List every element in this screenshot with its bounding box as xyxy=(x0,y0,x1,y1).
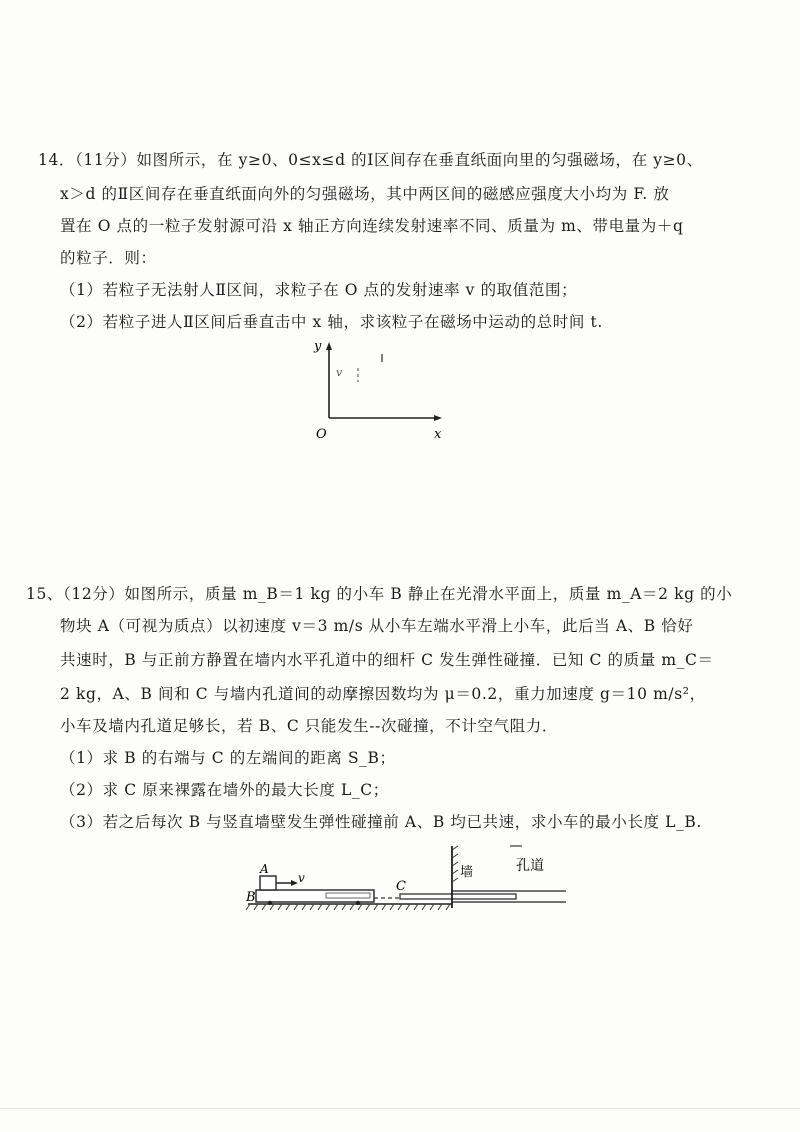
problem-14-line-3: 置在 O 点的一粒子发射源可沿 x 轴正方向连续发射速率不同、质量为 m、带电量为＋q xyxy=(60,217,684,235)
problem-14-question-2: （2）若粒子进人Ⅱ区间后垂直击中 x 轴，求该粒子在磁场中运动的总时间 t. xyxy=(60,313,603,331)
problem-15-line-4: 2 kg，A、B 间和 C 与墙内孔道间的动摩擦因数均为 μ＝0.2，重力加速度 g＝10 m/s²， xyxy=(60,685,706,703)
problem-14-figure xyxy=(310,338,450,444)
x-axis-label: x xyxy=(434,427,442,442)
problem-15-line-1: 15、（12分）如图所示，质量 m_B＝1 kg 的小车 B 静止在光滑水平面上，质量 m_A＝2 kg 的小 xyxy=(26,585,733,603)
y-axis-arrow-icon xyxy=(326,342,332,350)
cart-wheel-left xyxy=(268,901,272,905)
rod-c xyxy=(400,894,516,899)
problem-14-question-1: （1）若粒子无法射人Ⅱ区间，求粒子在 O 点的发射速率 v 的取值范围； xyxy=(60,281,578,299)
x-axis-arrow-icon xyxy=(434,415,442,421)
origin-label: O xyxy=(316,427,327,442)
channel-label: 孔道 xyxy=(516,858,544,874)
problem-14-line-4: 的粒子．则： xyxy=(60,249,157,267)
problem-14-line-1: 14．（11分）如图所示，在 y≥0、0≤x≤d 的Ⅰ区间存在垂直纸面向里的匀强磁场，在 y≥0、 xyxy=(38,151,703,169)
velocity-label: v xyxy=(298,871,305,885)
wall-label: 墙 xyxy=(460,865,474,880)
problem-14-line-2: x＞d 的Ⅱ区间存在垂直纸面向外的匀强磁场，其中两区间的磁感应强度大小均为 F. 放 xyxy=(60,185,670,203)
problem-15-line-5: 小车及墙内孔道足够长，若 B、C 只能发生--次碰撞，不计空气阻力． xyxy=(60,717,558,735)
page-bottom-rule xyxy=(0,1108,800,1109)
problem-15-line-3: 共速时，B 与正前方静置在墙内水平孔道中的细杆 C 发生弹性碰撞．已知 C 的质量 m_C＝ xyxy=(60,651,714,669)
cart-wheel-right xyxy=(356,901,360,905)
rod-c-label: C xyxy=(396,879,406,894)
block-a-label: A xyxy=(260,862,269,876)
velocity-label: v xyxy=(336,366,343,379)
cart-b-label: B xyxy=(246,890,256,905)
problem-15-question-2: （2）求 C 原来裸露在墙外的最大长度 L_C； xyxy=(60,781,389,799)
ground-hatching xyxy=(246,904,450,910)
problem-15-line-2: 物块 A（可视为质点）以初速度 v＝3 m/s 从小车左端水平滑上小车，此后当 A、B 恰好 xyxy=(60,617,694,635)
cart-b xyxy=(256,890,374,902)
problem-15-question-3: （3）若之后每次 B 与竖直墙壁发生弹性碰撞前 A、B 均已共速，求小车的最小长度 L_B. xyxy=(60,813,702,831)
y-axis-label: y xyxy=(314,339,322,354)
problem-15-question-1: （1）求 B 的右端与 C 的左端间的距离 S_B； xyxy=(60,749,396,767)
problem-15-figure xyxy=(240,838,570,920)
velocity-arrow-icon xyxy=(291,880,298,886)
block-a xyxy=(260,876,276,890)
